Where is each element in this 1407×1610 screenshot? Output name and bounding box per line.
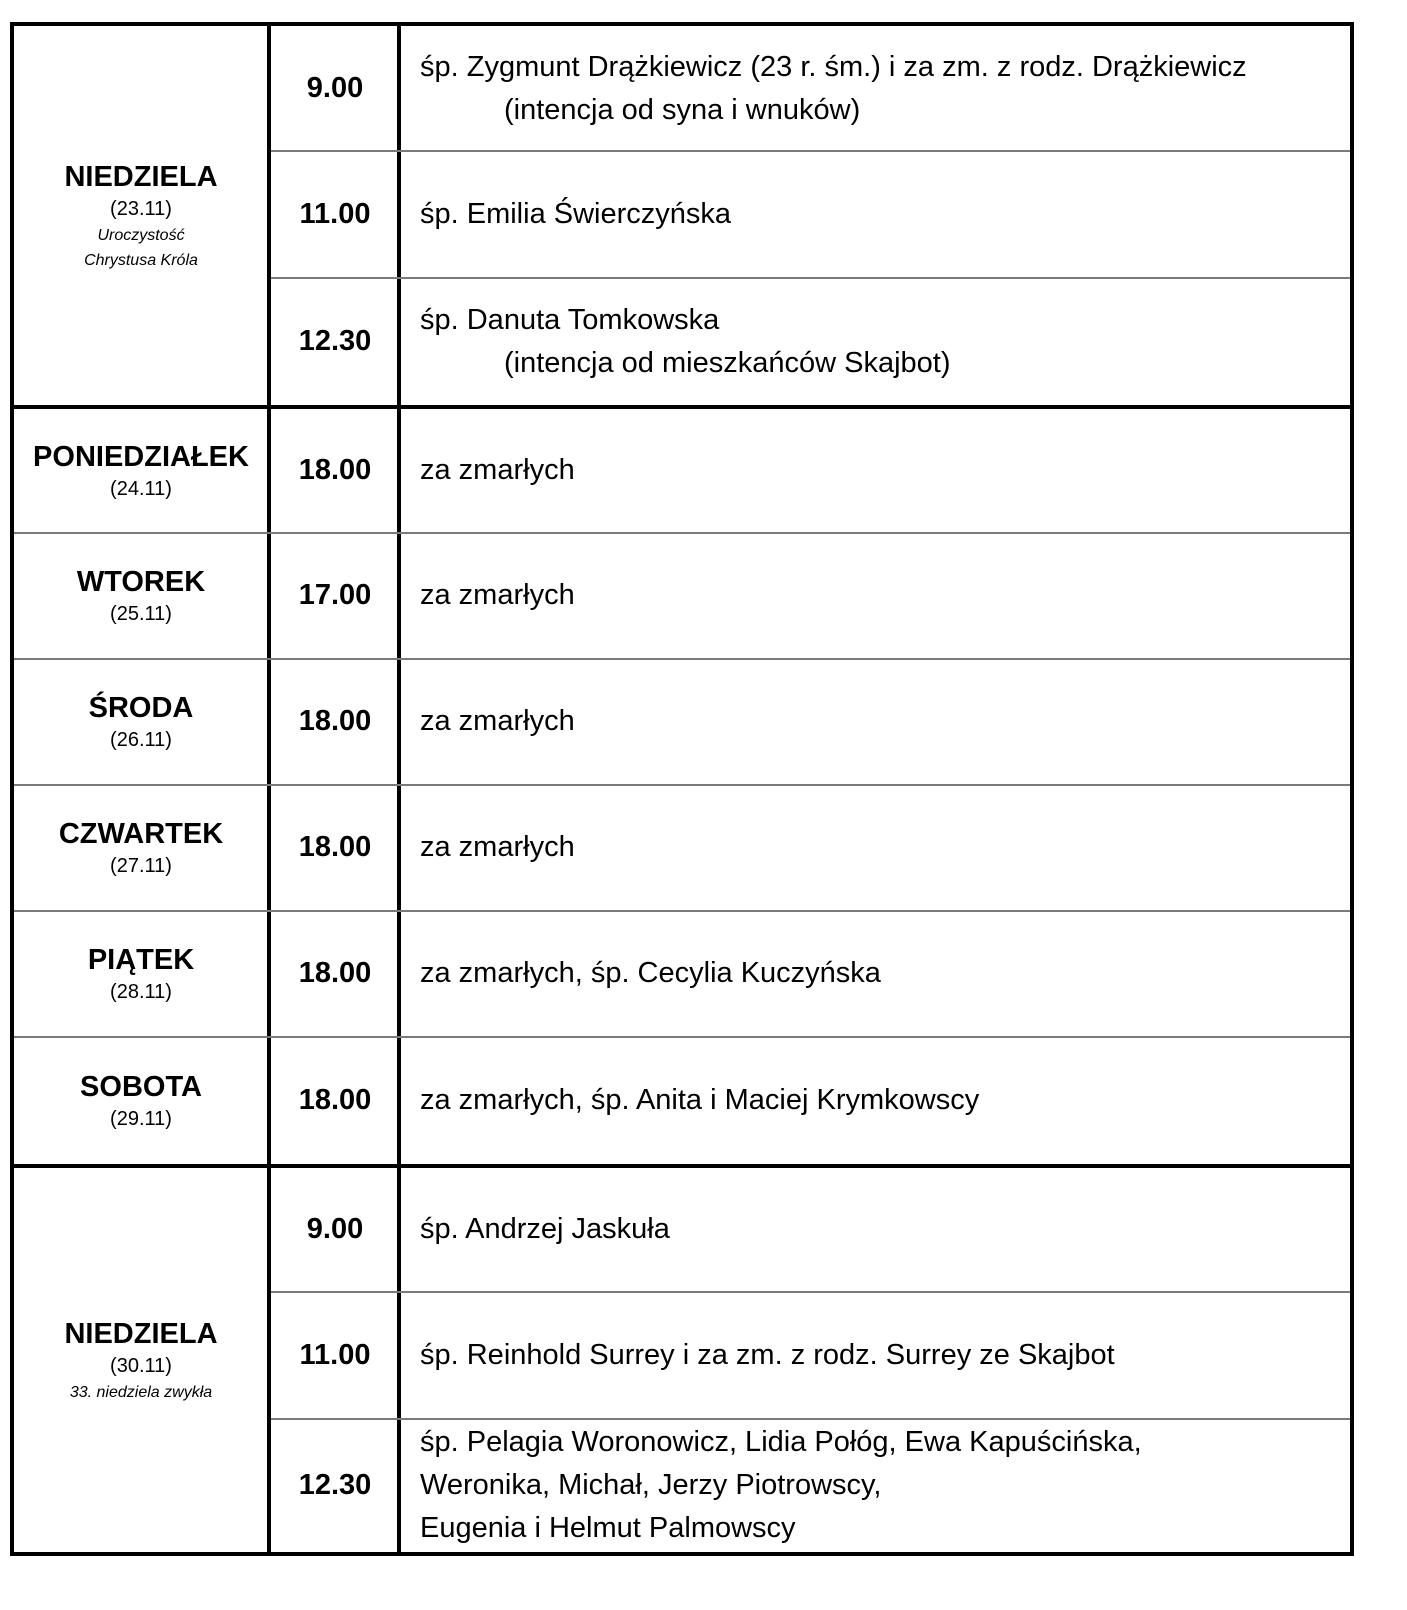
mass-time: 18.00 xyxy=(298,454,372,486)
mass-intention xyxy=(402,151,1350,278)
mass-intention xyxy=(402,1292,1350,1418)
day-date: (23.11) xyxy=(110,197,172,220)
intention-line: śp. Danuta Tomkowska xyxy=(420,303,720,336)
mass-time: 17.00 xyxy=(298,579,372,611)
mass-time: 18.00 xyxy=(298,957,372,989)
day-cell-monday xyxy=(14,409,268,532)
mass-intention xyxy=(402,1168,1350,1291)
day-date: (27.11) xyxy=(110,854,172,877)
mass-intention xyxy=(402,1037,1350,1164)
day-cell-wednesday xyxy=(14,659,268,784)
mass-time: 11.00 xyxy=(299,198,371,230)
intention-line: (intencja od syna i wnuków) xyxy=(504,93,861,126)
day-date: (29.11) xyxy=(110,1107,172,1130)
day-name: PONIEDZIAŁEK xyxy=(33,440,249,473)
day-cell-tuesday xyxy=(14,533,268,658)
mass-intention xyxy=(402,26,1350,151)
intention-line: śp. Emilia Świerczyńska xyxy=(420,198,732,230)
day-cell-sunday-2 xyxy=(14,1168,268,1552)
intention-line: Weronika, Michał, Jerzy Piotrowscy, xyxy=(420,1469,882,1501)
mass-time: 12.30 xyxy=(298,1469,372,1501)
day-cell-sunday-1 xyxy=(14,26,268,405)
mass-intention xyxy=(402,533,1350,658)
day-name: ŚRODA xyxy=(88,691,194,724)
day-name: PIĄTEK xyxy=(87,943,195,976)
intention-line: za zmarłych xyxy=(420,705,575,737)
intention-line: za zmarłych, śp. Anita i Maciej Krymkowscy xyxy=(420,1084,980,1116)
day-date: (25.11) xyxy=(110,602,172,625)
mass-intention xyxy=(402,785,1350,910)
feast-note: Chrystusa Króla xyxy=(84,251,198,269)
intention-line: śp. Andrzej Jaskuła xyxy=(420,1213,670,1245)
mass-intention xyxy=(402,409,1350,532)
intention-line: Eugenia i Helmut Palmowscy xyxy=(420,1512,796,1544)
mass-intention xyxy=(402,278,1350,405)
mass-intentions-table xyxy=(10,22,1354,1556)
day-date: (30.11) xyxy=(110,1354,172,1377)
mass-intention xyxy=(402,659,1350,784)
day-name: NIEDZIELA xyxy=(64,160,218,193)
day-name: NIEDZIELA xyxy=(64,1317,218,1350)
day-name: CZWARTEK xyxy=(58,817,224,850)
day-cell-saturday xyxy=(14,1037,268,1164)
day-date: (24.11) xyxy=(110,477,172,500)
mass-time: 9.00 xyxy=(306,1213,364,1245)
mass-time: 18.00 xyxy=(298,1084,372,1116)
day-date: (26.11) xyxy=(110,728,172,751)
mass-time: 11.00 xyxy=(299,1338,371,1371)
mass-time: 9.00 xyxy=(306,72,364,104)
intention-line: śp. Reinhold Surrey i za zm. z rodz. Surrey ze Skajbot xyxy=(420,1338,1115,1371)
mass-intention xyxy=(402,1419,1350,1552)
mass-time: 12.30 xyxy=(298,325,372,357)
intention-line: śp. Zygmunt Drążkiewicz (23 r. śm.) i za zm. z rodz. Drążkiewicz xyxy=(420,50,1247,83)
intention-line: śp. Pelagia Woronowicz, Lidia Połóg, Ewa Kapuścińska, xyxy=(420,1426,1142,1458)
mass-time: 18.00 xyxy=(298,705,372,737)
mass-time: 18.00 xyxy=(298,831,372,863)
intention-line: za zmarłych xyxy=(420,579,575,611)
day-date: (28.11) xyxy=(110,980,172,1003)
intention-line: za zmarłych, śp. Cecylia Kuczyńska xyxy=(420,957,881,989)
day-cell-thursday xyxy=(14,785,268,910)
intention-line: za zmarłych xyxy=(420,454,575,486)
intention-line: za zmarłych xyxy=(420,831,575,863)
day-cell-friday xyxy=(14,911,268,1036)
day-name: WTOREK xyxy=(76,565,206,598)
day-name: SOBOTA xyxy=(80,1070,202,1103)
feast-note: Uroczystość xyxy=(97,226,185,244)
mass-intention xyxy=(402,911,1350,1036)
feast-note: 33. niedziela zwykła xyxy=(69,1383,213,1401)
intention-line: (intencja od mieszkańców Skajbot) xyxy=(504,346,951,379)
